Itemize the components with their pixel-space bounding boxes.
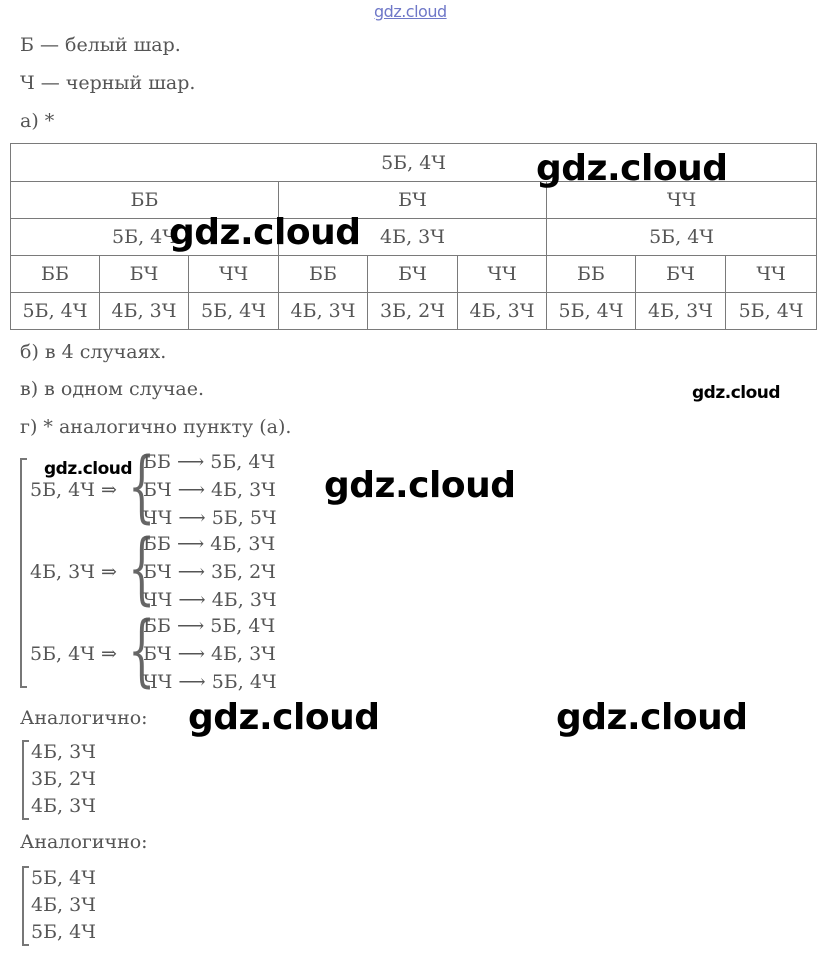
watermark-text: gdz.cloud [324, 465, 516, 506]
brace-icon: { [128, 442, 156, 532]
scheme-state: 4Б, 3Ч ⇒ [30, 561, 117, 583]
scheme-row: ЧЧ ⟶ 5Б, 5Ч [143, 507, 277, 529]
brace-icon: { [128, 524, 156, 614]
scheme-row: БЧ ⟶ 3Б, 2Ч [143, 561, 276, 583]
table-level2-state-cell: 5Б, 4Ч [726, 293, 817, 330]
table-level2-state-cell: 4Б, 3Ч [458, 293, 547, 330]
table-level2-cell: БЧ [100, 256, 189, 293]
scheme-row: БЧ ⟶ 4Б, 3Ч [143, 643, 276, 665]
analog1-item: 3Б, 2Ч [31, 768, 96, 790]
table-level2-state-cell: 4Б, 3Ч [100, 293, 189, 330]
part-b-answer: б) в 4 случаях. [20, 341, 167, 363]
analog2-item: 5Б, 4Ч [31, 921, 96, 943]
table-level1-cell: БЧ [279, 182, 547, 219]
analog1-label: Аналогично: [20, 707, 148, 729]
table-level1-state-cell: 5Б, 4Ч [11, 219, 279, 256]
scheme-state: 5Б, 4Ч ⇒ [30, 479, 117, 501]
table-level2-cell: ЧЧ [189, 256, 279, 293]
table-level2-state-cell: 3Б, 2Ч [368, 293, 458, 330]
brace-icon: { [128, 606, 156, 696]
table-level2-cell: ББ [11, 256, 100, 293]
part-a-label: а) * [20, 110, 55, 132]
watermark-text: gdz.cloud [44, 459, 133, 479]
table-level1-state-cell: 4Б, 3Ч [279, 219, 547, 256]
table-level2-state-cell: 5Б, 4Ч [11, 293, 100, 330]
table-level1-cell: ЧЧ [547, 182, 817, 219]
table-level2-state-cell: 5Б, 4Ч [189, 293, 279, 330]
analog1-item: 4Б, 3Ч [31, 741, 96, 763]
table-level2-cell: ББ [279, 256, 368, 293]
analog2-bracket [22, 866, 29, 946]
table-level1-state-cell: 5Б, 4Ч [547, 219, 817, 256]
table-level2-state-cell: 4Б, 3Ч [279, 293, 368, 330]
legend-black: Ч — черный шар. [20, 72, 196, 94]
scheme-row: ЧЧ ⟶ 4Б, 3Ч [143, 589, 277, 611]
table-level2-state-cell: 5Б, 4Ч [547, 293, 636, 330]
watermark-text: gdz.cloud [169, 212, 361, 253]
analog1-item: 4Б, 3Ч [31, 795, 96, 817]
analog2-item: 5Б, 4Ч [31, 867, 96, 889]
table-level2-cell: ЧЧ [726, 256, 817, 293]
analog2-label: Аналогично: [20, 831, 148, 853]
table-level2-cell: БЧ [636, 256, 726, 293]
top-watermark-link[interactable]: gdz.cloud [374, 2, 447, 21]
scheme-row: ББ ⟶ 5Б, 4Ч [143, 451, 276, 473]
table-level1-cell: ББ [11, 182, 279, 219]
part-v-answer: в) в одном случае. [20, 378, 205, 400]
scheme-row: ЧЧ ⟶ 5Б, 4Ч [143, 671, 277, 693]
scheme-row: ББ ⟶ 4Б, 3Ч [143, 533, 276, 555]
watermark-text: gdz.cloud [188, 697, 380, 738]
table-level2-cell: ЧЧ [458, 256, 547, 293]
scheme-row: БЧ ⟶ 4Б, 3Ч [143, 479, 276, 501]
part-g-label: г) * аналогично пункту (а). [20, 416, 292, 438]
watermark-text: gdz.cloud [556, 697, 748, 738]
analog2-item: 4Б, 3Ч [31, 894, 96, 916]
table-level2-state-cell: 4Б, 3Ч [636, 293, 726, 330]
table-level2-cell: БЧ [368, 256, 458, 293]
scheme-bracket [20, 458, 27, 688]
table-root-cell: 5Б, 4Ч [11, 144, 817, 182]
watermark-text: gdz.cloud [536, 148, 728, 189]
scheme-row: ББ ⟶ 5Б, 4Ч [143, 615, 276, 637]
watermark-text: gdz.cloud [692, 383, 781, 403]
analog1-bracket [22, 740, 29, 820]
table-level2-cell: ББ [547, 256, 636, 293]
legend-white: Б — белый шар. [20, 34, 181, 56]
scheme-state: 5Б, 4Ч ⇒ [30, 643, 117, 665]
